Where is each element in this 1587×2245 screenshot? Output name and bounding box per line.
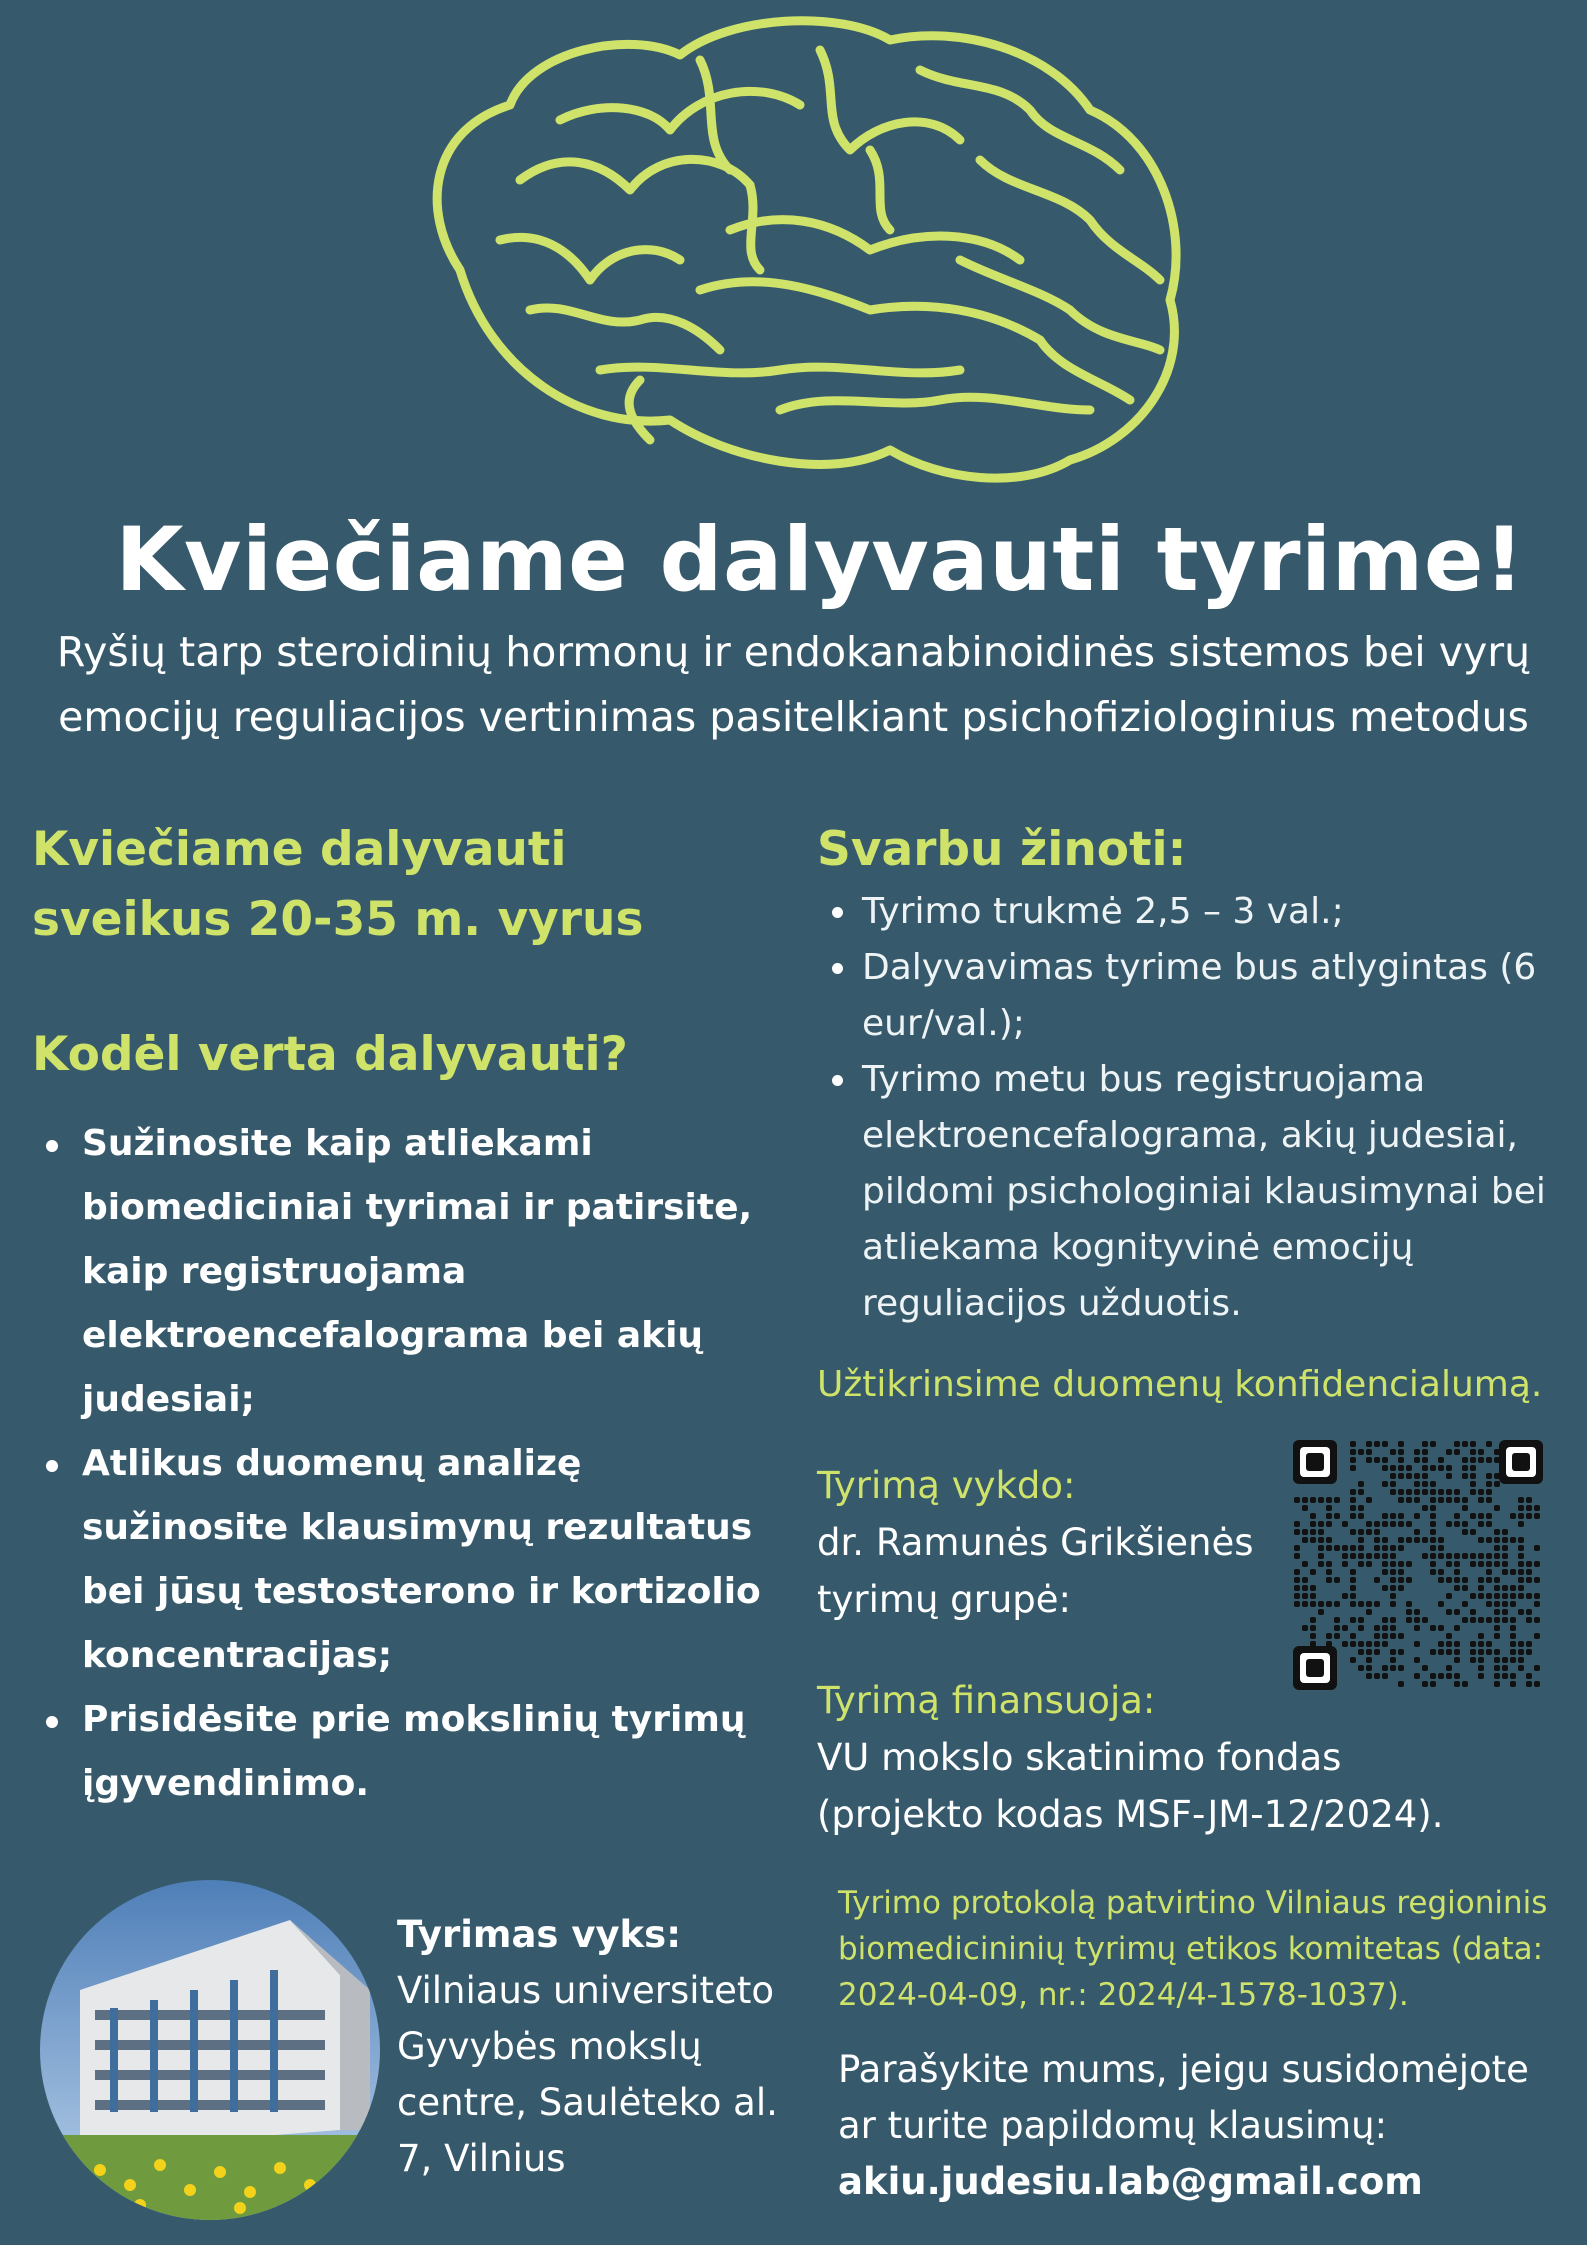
confidentiality-note: Užtikrinsime duomenų konfidencialumą. (817, 1364, 1543, 1405)
contact-email-link[interactable]: akiu.judesiu.lab@gmail.com (838, 2160, 1423, 2203)
invitation-line-1: Kviečiame dalyvauti (32, 822, 567, 877)
why-heading: Kodėl verta dalyvauti? (32, 1027, 628, 1082)
funded-line-1: VU mokslo skatinimo fondas (817, 1736, 1342, 1779)
page-title: Kviečiame dalyvauti tyrime! (115, 508, 1525, 611)
funded-by (817, 1672, 1557, 1843)
important-heading: Svarbu žinoti: (817, 822, 1187, 877)
facts-list (828, 884, 1568, 1332)
qr-code-icon[interactable] (1293, 1440, 1543, 1690)
ethics-note: Tyrimo protokolą patvirtino Vilniaus regioninis biomedicininių tyrimų etikos komitetas (data: 2024-04-09, nr.: 2024/4-1578-1037). (838, 1885, 1548, 2013)
location (397, 1907, 797, 2187)
list-item: Atlikus duomenų analizę sužinosite klausimynų rezultatus bei jūsų testosterono ir kortizolio koncentracijas; (40, 1432, 780, 1688)
building-photo (40, 1880, 380, 2220)
conducted-by (817, 1457, 1297, 1628)
brain-illustration-icon (400, 10, 1190, 510)
list-item: Dalyvavimas tyrime bus atlygintas (6 eur/val.); (828, 940, 1568, 1052)
invitation-line-2: sveikus 20-35 m. vyrus (32, 892, 644, 947)
contact-block (838, 2042, 1578, 2210)
list-item: Tyrimo trukmė 2,5 – 3 val.; (828, 884, 1568, 940)
location-label: Tyrimas vyks: (397, 1913, 681, 1956)
list-item: Sužinosite kaip atliekami biomediciniai tyrimai ir patirsite, kaip registruojama elektroencefalograma bei akių judesiai; (40, 1112, 780, 1432)
invitation-heading (32, 815, 752, 955)
study-subtitle: Ryšių tarp steroidinių hormonų ir endokanabinoidinės sistemos bei vyrų emocijų reguliacijos vertinimas pasitelkiant psichofiziologinius metodus (56, 628, 1531, 741)
list-item: Prisidėsite prie mokslinių tyrimų įgyvendinimo. (40, 1688, 780, 1816)
funded-line-2: (projekto kodas MSF-JM-12/2024). (817, 1793, 1444, 1836)
conducted-value: dr. Ramunės Grikšienės tyrimų grupė: (817, 1521, 1254, 1621)
list-item: Tyrimo metu bus registruojama elektroencefalograma, akių judesiai, pildomi psichologiniai klausimynai bei atliekama kognityvinė emocijų reguliacijos užduotis. (828, 1052, 1568, 1332)
funded-label: Tyrimą finansuoja: (817, 1679, 1156, 1722)
location-value: Vilniaus universiteto Gyvybės mokslų centre, Saulėteko al. 7, Vilnius (397, 1969, 778, 2180)
contact-text: Parašykite mums, jeigu susidomėjote ar turite papildomų klausimų: (838, 2048, 1529, 2147)
benefits-list (40, 1112, 780, 1816)
conducted-label: Tyrimą vykdo: (817, 1464, 1076, 1507)
